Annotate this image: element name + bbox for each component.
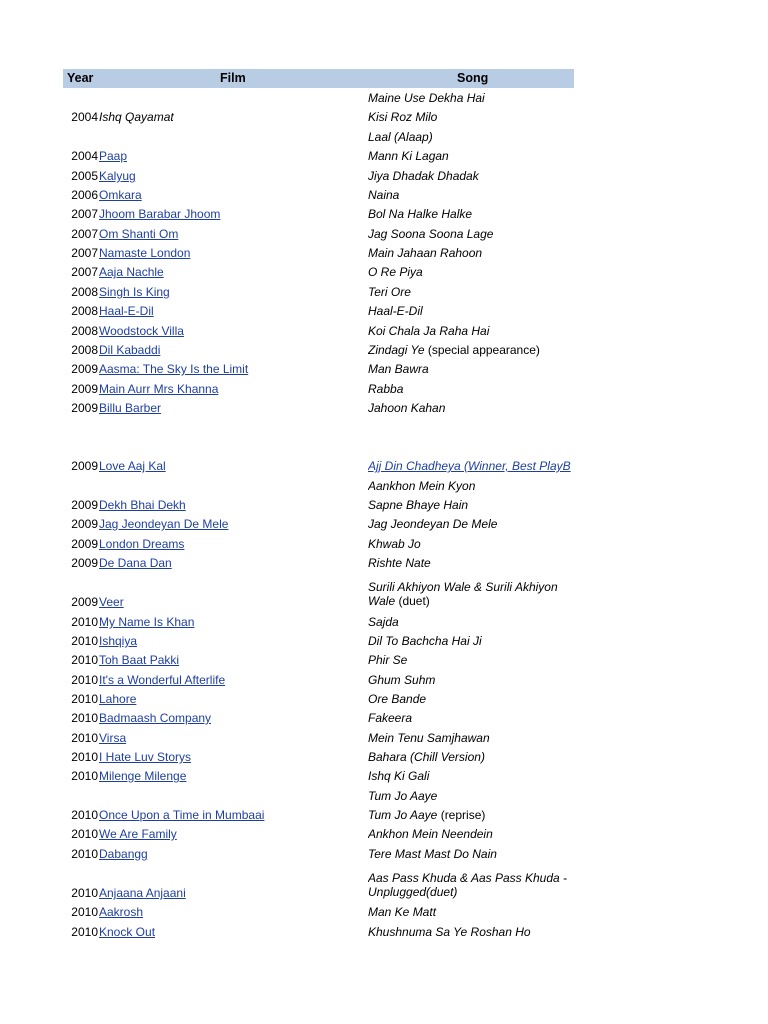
song-cell — [368, 634, 574, 648]
year-cell: 2009 — [71, 382, 98, 396]
song-cell — [368, 827, 574, 841]
film-link[interactable]: Lahore — [99, 692, 137, 706]
song-title: Dil To Bachcha Hai Ji — [368, 634, 482, 648]
film-link[interactable]: Dekh Bhai Dekh — [99, 498, 186, 512]
song-title: Haal-E-Dil — [368, 304, 423, 318]
song-title: Zindagi Ye — [368, 343, 425, 357]
film-link[interactable]: Aaja Nachle — [99, 265, 164, 279]
film-link[interactable]: De Dana Dan — [99, 556, 172, 570]
song-title: Teri Ore — [368, 285, 411, 299]
song-title: Jag Soona Soona Lage — [368, 227, 494, 241]
song-cell — [368, 925, 574, 939]
song-note: (special appearance) — [424, 343, 540, 357]
film-link[interactable]: Jag Jeondeyan De Mele — [99, 517, 229, 531]
film-link[interactable]: Namaste London — [99, 246, 191, 260]
film-link[interactable]: Dabangg — [99, 847, 148, 861]
song-title: Rishte Nate — [368, 556, 431, 570]
year-cell: 2010 — [71, 925, 98, 939]
year-cell: 2004 — [71, 110, 98, 124]
song-cell — [368, 615, 574, 629]
song-note: (reprise) — [437, 808, 486, 822]
song-cell — [368, 149, 574, 163]
song-title: Main Jahaan Rahoon — [368, 246, 483, 260]
song-cell — [368, 169, 574, 183]
year-cell: 2007 — [71, 227, 98, 241]
film-link[interactable]: Billu Barber — [99, 401, 162, 415]
year-cell: 2010 — [71, 750, 98, 764]
song-title: Kisi Roz Milo — [368, 110, 438, 124]
song-title: Maine Use Dekha Hai — [368, 91, 485, 105]
song-cell — [368, 731, 574, 745]
song-cell — [368, 769, 574, 783]
film-link[interactable]: Kalyug — [99, 169, 136, 183]
song-cell — [368, 207, 574, 221]
film-link[interactable]: We Are Family — [99, 827, 177, 841]
year-cell: 2009 — [71, 498, 98, 512]
song-title: Mein Tenu Samjhawan — [368, 731, 490, 745]
year-cell: 2010 — [71, 634, 98, 648]
song-title: Surili Akhiyon Wale & Surili Akhiyon Wale — [368, 580, 558, 608]
song-title: Man Bawra — [368, 362, 429, 376]
song-cell — [368, 692, 574, 706]
song-title: Khushnuma Sa Ye Roshan Ho — [368, 925, 531, 939]
film-link[interactable]: Omkara — [99, 188, 142, 202]
film-link[interactable]: Love Aaj Kal — [99, 459, 166, 473]
song-cell — [368, 246, 574, 260]
year-cell: 2008 — [71, 324, 98, 338]
song-cell — [368, 673, 574, 687]
film-link[interactable]: Jhoom Barabar Jhoom — [99, 207, 221, 221]
header-year: Year — [67, 71, 94, 85]
song-cell — [368, 905, 574, 919]
song-title: Fakeera — [368, 711, 413, 725]
song-cell — [368, 401, 574, 415]
song-cell — [368, 130, 574, 144]
header-film: Film — [220, 71, 246, 85]
song-title: Sapne Bhaye Hain — [368, 498, 469, 512]
song-cell — [368, 285, 574, 299]
song-cell — [368, 789, 574, 803]
film-link[interactable]: Om Shanti Om — [99, 227, 179, 241]
year-cell: 2010 — [71, 827, 98, 841]
film-link[interactable]: Aasma: The Sky Is the Limit — [99, 362, 249, 376]
song-cell — [368, 304, 574, 318]
year-cell: 2009 — [71, 401, 98, 415]
year-cell: 2010 — [71, 808, 98, 822]
film-link[interactable]: Milenge Milenge — [99, 769, 187, 783]
film-link[interactable]: Ishqiya — [99, 634, 138, 648]
film-link[interactable]: I Hate Luv Storys — [99, 750, 192, 764]
film-cell: Ishq Qayamat — [99, 110, 174, 124]
song-title: Tum Jo Aaye — [368, 789, 438, 803]
year-cell: 2010 — [71, 711, 98, 725]
song-title: Ajj Din Chadheya (Winner, Best PlayB — [368, 459, 571, 473]
song-cell — [368, 847, 574, 861]
song-title: Ankhon Mein Neendein — [368, 827, 493, 841]
song-title: Phir Se — [368, 653, 408, 667]
year-cell: 2010 — [71, 615, 98, 629]
film-link[interactable]: Paap — [99, 149, 128, 163]
song-cell — [368, 498, 574, 512]
song-cell — [368, 580, 574, 608]
song-title: Jag Jeondeyan De Mele — [368, 517, 498, 531]
table-header — [63, 69, 574, 88]
year-cell: 2010 — [71, 692, 98, 706]
song-title: Bol Na Halke Halke — [368, 207, 473, 221]
song-title: Aankhon Mein Kyon — [368, 479, 476, 493]
year-cell: 2008 — [71, 343, 98, 357]
year-cell: 2008 — [71, 285, 98, 299]
year-cell: 2010 — [71, 769, 98, 783]
year-cell: 2009 — [71, 459, 98, 473]
film-link[interactable]: Toh Baat Pakki — [99, 653, 180, 667]
year-cell: 2008 — [71, 304, 98, 318]
song-title: Jahoon Kahan — [368, 401, 446, 415]
film-link[interactable]: Haal-E-Dil — [99, 304, 154, 318]
film-link[interactable]: My Name Is Khan — [99, 615, 195, 629]
song-cell — [368, 91, 574, 105]
year-cell: 2010 — [71, 653, 98, 667]
song-title: Rabba — [368, 382, 404, 396]
song-cell — [368, 479, 574, 493]
song-title: Man Ke Matt — [368, 905, 437, 919]
song-title: Mann Ki Lagan — [368, 149, 449, 163]
year-cell: 2009 — [71, 362, 98, 376]
film-link[interactable]: Singh Is King — [99, 285, 170, 299]
song-note: (duet) — [395, 594, 430, 608]
film-link[interactable]: Woodstock Villa — [99, 324, 184, 338]
song-title: Tere Mast Mast Do Nain — [368, 847, 497, 861]
film-link[interactable]: Veer — [99, 595, 124, 609]
song-cell — [368, 711, 574, 725]
song-title: Naina — [368, 188, 400, 202]
song-title: Koi Chala Ja Raha Hai — [368, 324, 490, 338]
song-cell — [368, 382, 574, 396]
song-cell — [368, 362, 574, 376]
year-cell: 2009 — [71, 537, 98, 551]
song-title: Ghum Suhm — [368, 673, 436, 687]
song-title: Aas Pass Khuda & Aas Pass Khuda - Unplugged(duet) — [368, 871, 568, 899]
film-link[interactable]: Knock Out — [99, 925, 156, 939]
song-cell — [368, 324, 574, 338]
year-cell: 2010 — [71, 886, 98, 900]
film-link[interactable]: Once Upon a Time in Mumbaai — [99, 808, 265, 822]
year-cell: 2010 — [71, 673, 98, 687]
song-link[interactable] — [368, 459, 574, 473]
year-cell: 2007 — [71, 246, 98, 260]
song-title: Bahara (Chill Version) — [368, 750, 485, 764]
song-cell — [368, 517, 574, 531]
song-title: Jiya Dhadak Dhadak — [368, 169, 479, 183]
song-title: Khwab Jo — [368, 537, 421, 551]
film-link[interactable]: Virsa — [99, 731, 127, 745]
song-cell — [368, 110, 574, 124]
song-cell — [368, 343, 574, 357]
year-cell: 2009 — [71, 556, 98, 570]
song-cell — [368, 265, 574, 279]
film-link[interactable]: Anjaana Anjaani — [99, 886, 186, 900]
year-cell: 2009 — [71, 517, 98, 531]
film-link[interactable]: Main Aurr Mrs Khanna — [99, 382, 219, 396]
film-link[interactable]: It's a Wonderful Afterlife — [99, 673, 226, 687]
year-cell: 2010 — [71, 905, 98, 919]
song-cell — [368, 537, 574, 551]
header-song: Song — [457, 71, 489, 85]
year-cell: 2004 — [71, 149, 98, 163]
year-cell: 2007 — [71, 265, 98, 279]
song-cell — [368, 188, 574, 202]
song-cell — [368, 808, 574, 822]
film-link[interactable]: London Dreams — [99, 537, 185, 551]
year-cell: 2010 — [71, 731, 98, 745]
song-cell — [368, 871, 574, 899]
song-cell — [368, 750, 574, 764]
song-title: Tum Jo Aaye — [368, 808, 438, 822]
year-cell: 2010 — [71, 847, 98, 861]
song-title: Sajda — [368, 615, 399, 629]
year-cell: 2009 — [71, 595, 98, 609]
year-cell: 2005 — [71, 169, 98, 183]
year-cell: 2007 — [71, 207, 98, 221]
song-title: O Re Piya — [368, 265, 423, 279]
film-link[interactable]: Aakrosh — [99, 905, 144, 919]
song-title: Ore Bande — [368, 692, 427, 706]
song-title: Laal (Alaap) — [368, 130, 433, 144]
film-link[interactable]: Dil Kabaddi — [99, 343, 161, 357]
year-cell: 2006 — [71, 188, 98, 202]
film-link[interactable]: Badmaash Company — [99, 711, 212, 725]
song-cell — [368, 556, 574, 570]
song-title: Ishq Ki Gali — [368, 769, 430, 783]
song-cell — [368, 227, 574, 241]
song-cell — [368, 653, 574, 667]
